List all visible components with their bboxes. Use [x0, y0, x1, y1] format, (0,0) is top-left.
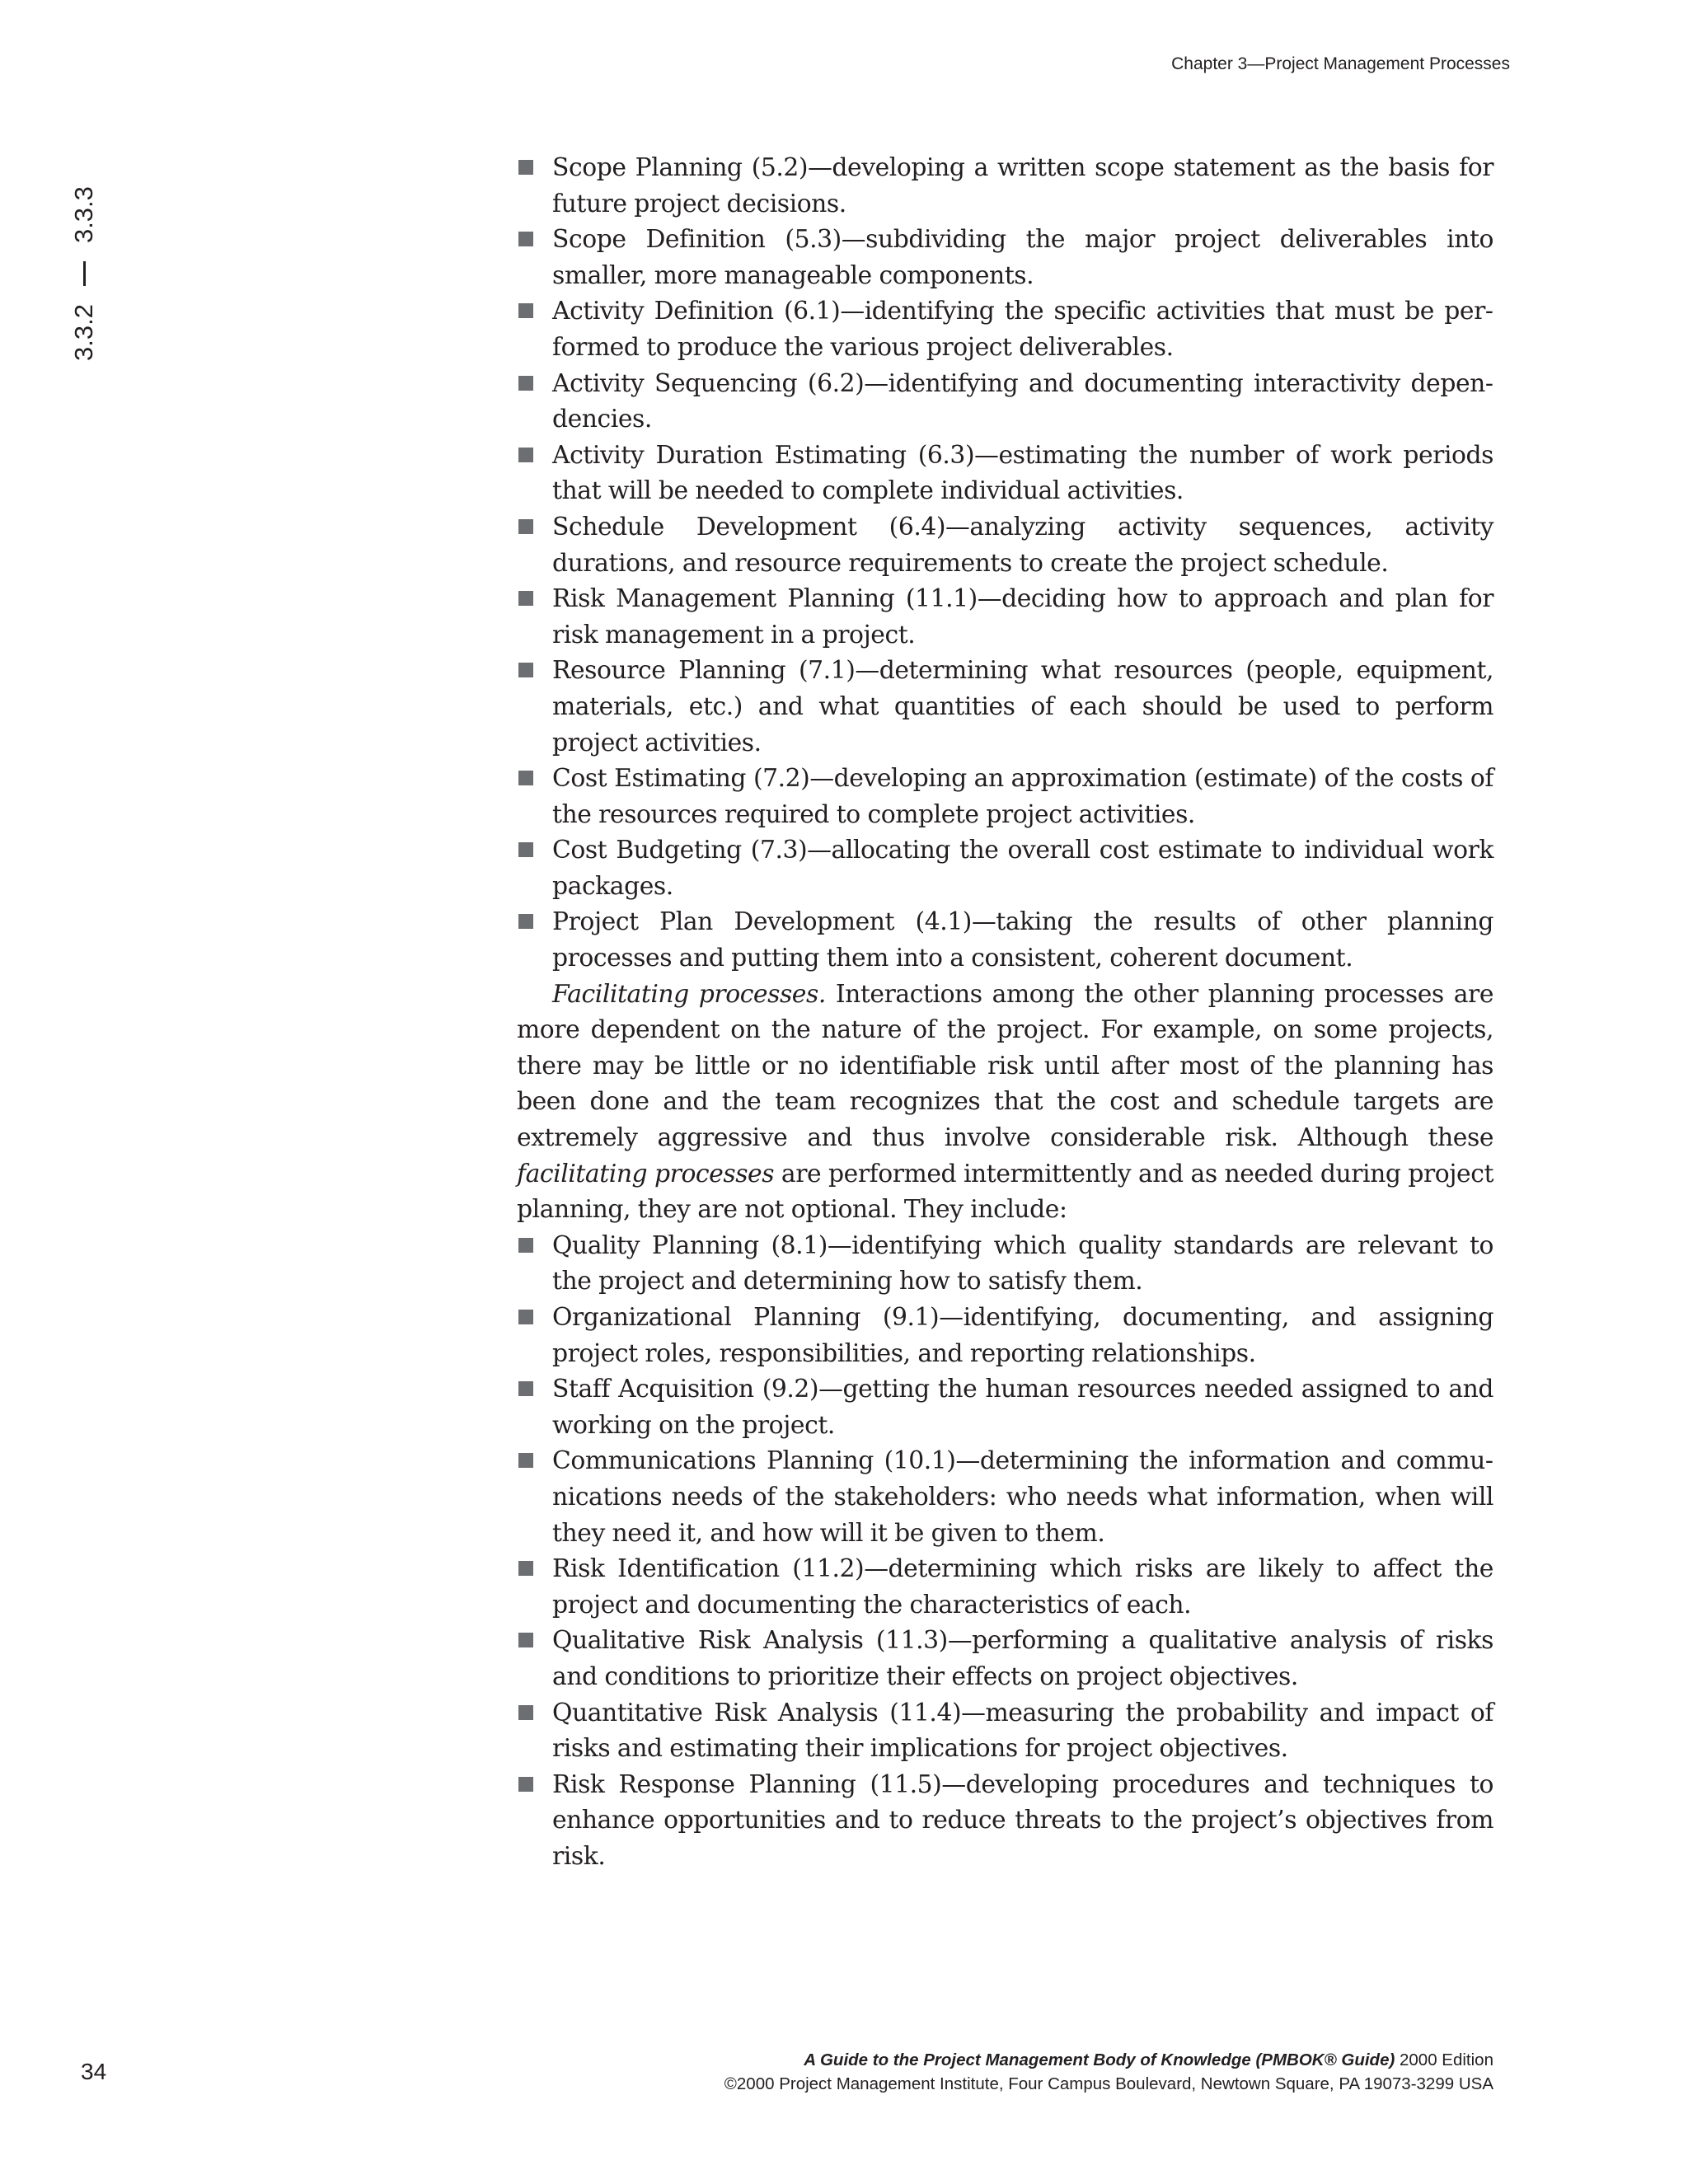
square-bullet-icon — [518, 232, 533, 246]
footer-title-line — [724, 2048, 1493, 2072]
square-bullet-icon — [518, 842, 533, 857]
main-text — [517, 150, 1493, 1875]
square-bullet-icon — [518, 376, 533, 391]
paragraph-lead-italic: Facilitating processes. — [552, 979, 826, 1009]
list-item: Cost Estimating (7.2)—developing an approximation (estimate) of the costs of the resources required to complete project activities. — [517, 761, 1493, 832]
square-bullet-icon — [518, 160, 533, 175]
facilitating-processes-paragraph: Facilitating processes. Interactions among the other planning processes are more dependent on the nature of the project. For example, on some projects, there may be little or no identifiable risk until after most of the planning has been done and the team recognizes that the cost and schedule targets are extremely aggressive and thus involve considerable risk. Although these facilitating processes are performed intermittently and as needed during project planning, they are not optional. They include: — [517, 979, 1493, 1225]
square-bullet-icon — [518, 1310, 533, 1324]
square-bullet-icon — [518, 914, 533, 929]
section-tab-first: 3.3.2 — [69, 304, 98, 361]
square-bullet-icon — [518, 1777, 533, 1792]
list-item: Risk Identification (11.2)—determining which risks are likely to affect the project and documenting the characteristics of each. — [517, 1551, 1493, 1623]
square-bullet-icon — [518, 448, 533, 462]
list-item: Risk Management Planning (11.1)—deciding how to approach and plan for risk management in a project. — [517, 581, 1493, 653]
list-item: Activity Duration Estimating (6.3)—estimating the number of work periods that will be needed to complete individual activities. — [517, 438, 1493, 509]
list-item: Risk Response Planning (11.5)—developing procedures and techniques to enhance opportunities and to reduce threats to the project’s objectives from risk. — [517, 1767, 1493, 1875]
list-item: Quantitative Risk Analysis (11.4)—measuring the probability and impact of risks and estimating their implications for project objectives. — [517, 1695, 1493, 1767]
core-processes-list — [517, 150, 1493, 977]
square-bullet-icon — [518, 663, 533, 677]
page-number: 34 — [81, 2059, 107, 2084]
list-item: Organizational Planning (9.1)—identifying, documenting, and assigning project roles, responsibilities, and reporting relationships. — [517, 1300, 1493, 1371]
square-bullet-icon — [518, 771, 533, 785]
section-tab — [68, 155, 101, 361]
square-bullet-icon — [518, 591, 533, 606]
square-bullet-icon — [518, 303, 533, 318]
inline-italic-term: facilitating processes — [517, 1159, 775, 1188]
list-item: Cost Budgeting (7.3)—allocating the overall cost estimate to individual work packages. — [517, 832, 1493, 904]
page-footer — [724, 2048, 1493, 2096]
section-tab-divider — [83, 261, 86, 286]
square-bullet-icon — [518, 1381, 533, 1396]
square-bullet-icon — [518, 1705, 533, 1720]
list-item: Activity Definition (6.1)—identifying the specific activities that must be performed to produce the various project deliverables. — [517, 293, 1493, 365]
list-item: Resource Planning (7.1)—determining what resources (people, equipment, materials, etc.) and what quantities of each should be used to perform project activities. — [517, 653, 1493, 761]
section-tab-second: 3.3.3 — [69, 186, 98, 244]
list-item: Project Plan Development (4.1)—taking the results of other planning processes and putting them into a consistent, coherent document. — [517, 904, 1493, 976]
list-item: Qualitative Risk Analysis (11.3)—performing a qualitative analysis of risks and conditions to prioritize their effects on project objectives. — [517, 1623, 1493, 1694]
square-bullet-icon — [518, 1633, 533, 1647]
facilitating-processes-list — [517, 1228, 1493, 1875]
running-head: Chapter 3—Project Management Processes — [1171, 54, 1510, 73]
list-item: Communications Planning (10.1)—determining the information and communications needs of the stakeholders: who needs what information, when will they need it, and how will it be given to them. — [517, 1443, 1493, 1551]
list-item: Quality Planning (8.1)—identifying which quality standards are relevant to the project and determining how to satisfy them. — [517, 1228, 1493, 1300]
square-bullet-icon — [518, 1561, 533, 1576]
square-bullet-icon — [518, 519, 533, 534]
copyright: ©2000 Project Management Institute, Four Campus Boulevard, Newtown Square, PA 19073-3299 USA — [724, 2074, 1493, 2093]
square-bullet-icon — [518, 1238, 533, 1253]
edition: 2000 Edition — [1395, 2050, 1493, 2069]
book-title: A Guide to the Project Management Body of Knowledge (PMBOK® Guide) — [804, 2050, 1395, 2069]
list-item: Scope Planning (5.2)—developing a written scope statement as the basis for future project decisions. — [517, 150, 1493, 222]
list-item: Staff Acquisition (9.2)—getting the human resources needed assigned to and working on the project. — [517, 1371, 1493, 1443]
list-item: Schedule Development (6.4)—analyzing activity sequences, activity durations, and resource requirements to create the project schedule. — [517, 509, 1493, 581]
list-item: Activity Sequencing (6.2)—identifying and documenting interactivity dependencies. — [517, 366, 1493, 438]
list-item: Scope Definition (5.3)—subdividing the major project deliverables into smaller, more manageable components. — [517, 222, 1493, 293]
square-bullet-icon — [518, 1453, 533, 1468]
